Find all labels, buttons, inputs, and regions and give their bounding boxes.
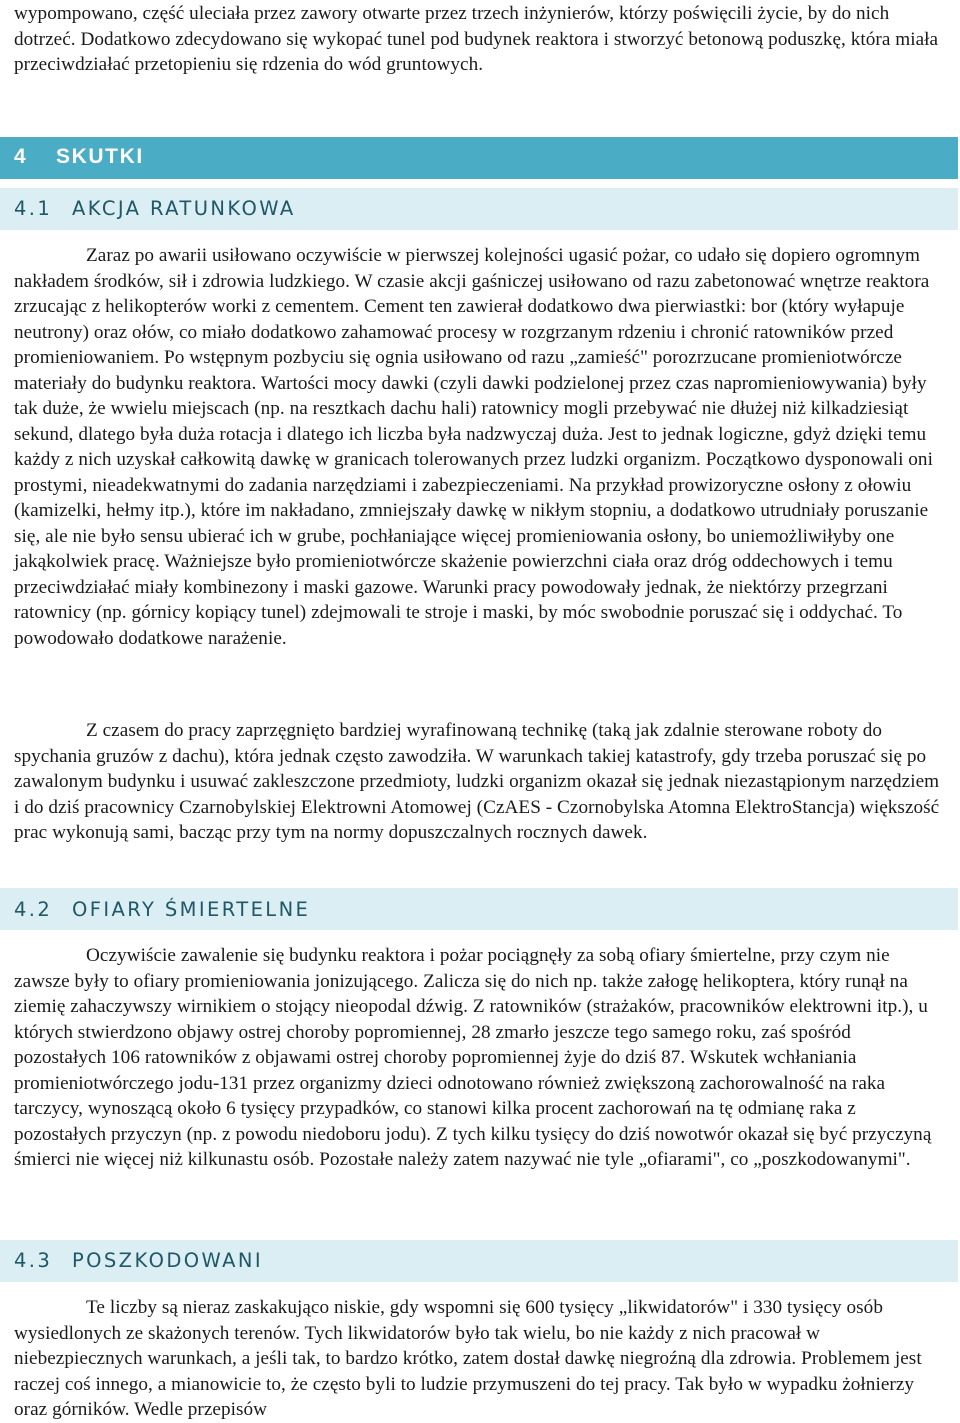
- section-4-2-number: 4.2: [14, 898, 53, 921]
- section-4-2-title: OFIARY ŚMIERTELNE: [72, 898, 311, 921]
- section-4-3-title: POSZKODOWANI: [72, 1249, 263, 1272]
- section-4-1-paragraph-2: Z czasem do pracy zaprzęgnięto bardziej wyrafinowaną technikę (taką jak zdalnie sterowane roboty do spychania gruzów z dachu), która jednak często zawodziła. W warunkach takiej katastrofy, gdy trzeba poruszać się po zawalonym budynku i usuwać zakleszczone przedmioty, ludzki organizm okazał się jednak niezastąpionym narzędziem i do dziś pracownicy Czarnobylskiej Elektrowni Atomowej (CzAES - Czornobylska Atomna ElektroStancja) większość prac wykonują sami, bacząc przy tym na normy dopuszczalnych rocznych dawek.: [14, 720, 940, 843]
- section-4-3-paragraph-1: Te liczby są nieraz zaskakująco niskie, gdy wspomni się 600 tysięcy „likwidatorów" i 330 tysięcy osób wysiedlonych ze skażonych terenów. Tych likwidatorów było tak wielu, bo nie każdy z nich pracował w niebezpiecznych warunkach, a jeśli tak, to bardzo krótko, zatem dostał dawkę niegroźną dla zdrowia. Problemem jest raczej coś innego, a mianowicie to, że często byli to ludzie przymuszeni do tej pracy. Tak było w wypadku żołnierzy oraz górników. Wedle przepisów: [14, 1297, 922, 1420]
- intro-paragraph: wypompowano, część uleciała przez zawory otwarte przez trzech inżynierów, którzy poświęcili życie, by do nich dotrzeć. Dodatkowo zdecydowano się wykopać tunel pod budynek reaktora i stworzyć betonową poduszkę, która miała przeciwdziałać przetopieniu się rdzenia do wód gruntowych.: [14, 3, 939, 75]
- section-4-2-heading: [14, 898, 310, 921]
- section-4-title: SKUTKI: [56, 145, 144, 168]
- section-4-number: 4: [14, 145, 28, 168]
- section-4-1-heading: [14, 197, 296, 220]
- section-4-3-heading: [14, 1249, 263, 1272]
- section-4-1-paragraph-1: Zaraz po awarii usiłowano oczywiście w pierwszej kolejności ugasić pożar, co udało się dopiero ogromnym nakładem środków, sił i zdrowia ludzkiego. W czasie akcji gaśniczej usiłowano od razu zabetonować wnętrze reaktora zrzucając z helikopterów worki z cementem. Cement ten zawierał dodatkowo dwa pierwiastki: bor (który wyłapuje neutrony) oraz ołów, co miało dodatkowo zahamować procesy w rozgrzanym rdzeniu i chronić ratowników przed promieniowaniem. Po wstępnym pozbyciu się ognia usiłowano od razu „zamieść" porozrzucane promieniotwórcze materiały do budynku reaktora. Wartości mocy dawki (czyli dawki podzielonej przez czas napromieniowywania) były tak duże, że wwielu miejscach (np. na resztkach dachu hali) ratownicy mogli przebywać nie dłużej niż kilkadziesiąt sekund, dlatego była duża rotacja i dlatego ich liczba była nadzwyczaj duża. Jest to jednak logiczne, gdyż dzięki temu każdy z nich uzyskał całkowitą dawkę w granicach tolerowanych przez ludzki organizm. Początkowo dysponowali oni prostymi, nieadekwatnymi do zadania narzędziami i zabezpieczeniami. Na przykład prowizoryczne osłony z ołowiu (kamizelki, hełmy itp.), które im nakładano, zmniejszały dawkę w nikłym stopniu, a dodatkowo utrudniały poruszanie się, ale nie było sensu ubierać ich w grube, pochłaniające więcej promieniowania osłony, bo uniemożliwiłyby one jakąkolwiek pracę. Ważniejsze było promieniotwórcze skażenie powierzchni ciała oraz dróg oddechowych i temu przeciwdziałać miały kombinezony i maski gazowe. Warunki pracy powodowały jednak, że niektórzy przegrzani ratownicy (np. górnicy kopiący tunel) zdejmowali te stroje i maski, by móc swobodnie poruszać się i oddychać. To powodowało dodatkowe narażenie.: [14, 245, 933, 649]
- section-4-2-paragraph-1: Oczywiście zawalenie się budynku reaktora i pożar pociągnęły za sobą ofiary śmiertelne, przy czym nie zawsze były to ofiary promieniowania jonizującego. Zalicza się do nich np. także załogę helikoptera, który runął na ziemię zahaczywszy wirnikiem o stojący nieopodal dźwig. Z ratowników (strażaków, pracowników elektrowni itp.), u których stwierdzono objawy ostrej choroby popromiennej, 28 zmarło jeszcze tego samego roku, zaś spośród pozostałych 106 ratowników z objawami ostrej choroby popromiennej żyje do dziś 87. Wskutek wchłaniania promieniotwórczego jodu-131 przez organizmy dzieci odnotowano również zwiększoną zachorowalność na raka tarczycy, wynoszącą około 6 tysięcy przypadków, co stanowi kilka procent zachorowań na tę odmianę raka z pozostałych przyczyn (np. z powodu niedoboru jodu). Z tych kilku tysięcy do dziś nowotwór okazał się być przyczyną śmierci nie więcej niż kilkunastu osób. Pozostałe należy zatem nazywać nie tyle „ofiarami", co „poszkodowanymi".: [14, 945, 932, 1170]
- section-4-3-number: 4.3: [14, 1249, 53, 1272]
- section-4-1-title: AKCJA RATUNKOWA: [72, 197, 296, 220]
- section-4-1-number: 4.1: [14, 197, 53, 220]
- section-4-heading: [14, 145, 144, 169]
